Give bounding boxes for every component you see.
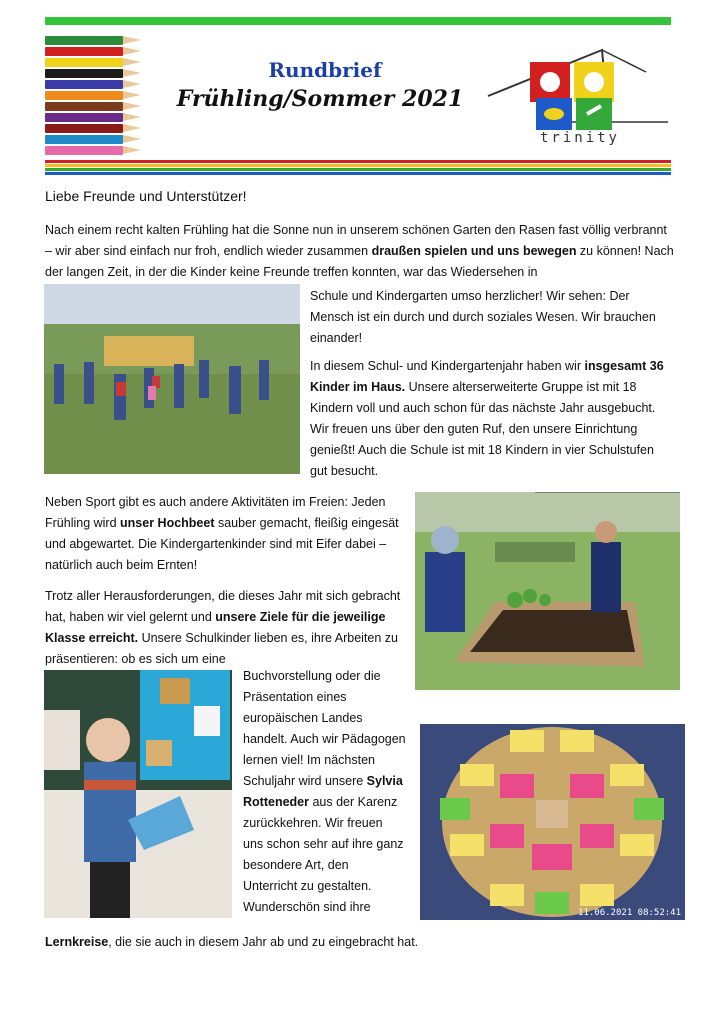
stripe — [45, 164, 671, 167]
stripe — [45, 172, 671, 175]
paragraph-1: Nach einem recht kalten Frühling hat die Sonne nun in unserem schönen Garten den Rasen fast völlig verbrannt – wir aber sind einfach nur froh, endlich wieder zusammen draußen spielen und uns bewegen zu können! Nach der langen Zeit, in der die Kinder keine Freunde treffen konnten, war das Wiedersehen in — [45, 223, 674, 279]
pencil — [45, 102, 123, 111]
pencil — [45, 146, 123, 155]
paragraph-5-end: Lernkreise, die sie auch in diesem Jahr ab und zu eingebracht hat. — [45, 935, 419, 949]
top-green-bar — [45, 17, 671, 25]
logo-text: trinity — [539, 130, 620, 146]
pencil — [45, 58, 123, 67]
paragraph-3: Neben Sport gibt es auch andere Aktivitäten im Freien: Jeden Frühling wird unser Hochbeet sauber gemacht, fleißig eingesät und abgewartet. Die Kindergartenkinder sind mit Eifer dabei – natürlich auch beim Ernten! — [45, 495, 399, 572]
pencil — [45, 135, 123, 144]
newsletter-title: Rundbrief — [268, 58, 382, 82]
photo-lernkreis — [420, 724, 685, 920]
pencil — [45, 124, 123, 133]
photo-timestamp: 11.06.2021 08:52:41 — [578, 908, 681, 918]
paragraph-2: In diesem Schul- und Kindergartenjahr haben wir insgesamt 36 Kinder im Haus. Unsere alterserweiterte Gruppe ist mit 18 Kindern voll und auch schon für das nächste Jahr ausgebucht. Wir freuen uns über den guten Ruf, den unsere Einrichtung genießt! Auch die Schule ist mit 18 Kindern in vier Schulstufen gut besucht. — [310, 359, 664, 478]
stripe — [45, 168, 671, 171]
stripe — [45, 160, 671, 163]
paragraph-5: Buchvorstellung oder die Präsentation eines europäischen Landes handelt. Auch wir Pädagogen lernen viel! Im nächsten Schuljahr wird unsere Sylvia Rotteneder aus der Karenz zurückkehren. Wir freuen uns schon sehr auf ihre ganz besondere Art, den Unterricht zu gestalten. Wunderschön sind ihre — [243, 669, 406, 914]
pencil — [45, 113, 123, 122]
photo-children-exercising — [44, 284, 300, 474]
colored-stripes — [45, 160, 671, 180]
greeting: Liebe Freunde und Unterstützer! — [45, 188, 247, 204]
pencil — [45, 36, 123, 45]
pencil — [45, 80, 123, 89]
pencil — [45, 91, 123, 100]
photo-raised-bed — [415, 492, 680, 690]
paragraph-4: Trotz aller Herausforderungen, die dieses Jahr mit sich gebracht hat, haben wir viel gelernt und unsere Ziele für die jeweilige Klasse erreicht. Unsere Schulkinder lieben es, ihre Arbeiten zu präsentieren: ob es sich um eine — [45, 589, 401, 666]
photo-boy-presenting — [44, 670, 232, 918]
paragraph-1-continuation: Schule und Kindergarten umso herzlicher! Wir sehen: Der Mensch ist ein durch und durch soziales Wesen. Wir brauchen einander! — [310, 289, 656, 345]
pencils-illustration — [45, 36, 145, 158]
newsletter-subtitle: Frühling/Sommer 2021 — [176, 86, 464, 112]
pencil — [45, 69, 123, 78]
logo-square-bottom-right — [576, 98, 612, 130]
pencil — [45, 47, 123, 56]
